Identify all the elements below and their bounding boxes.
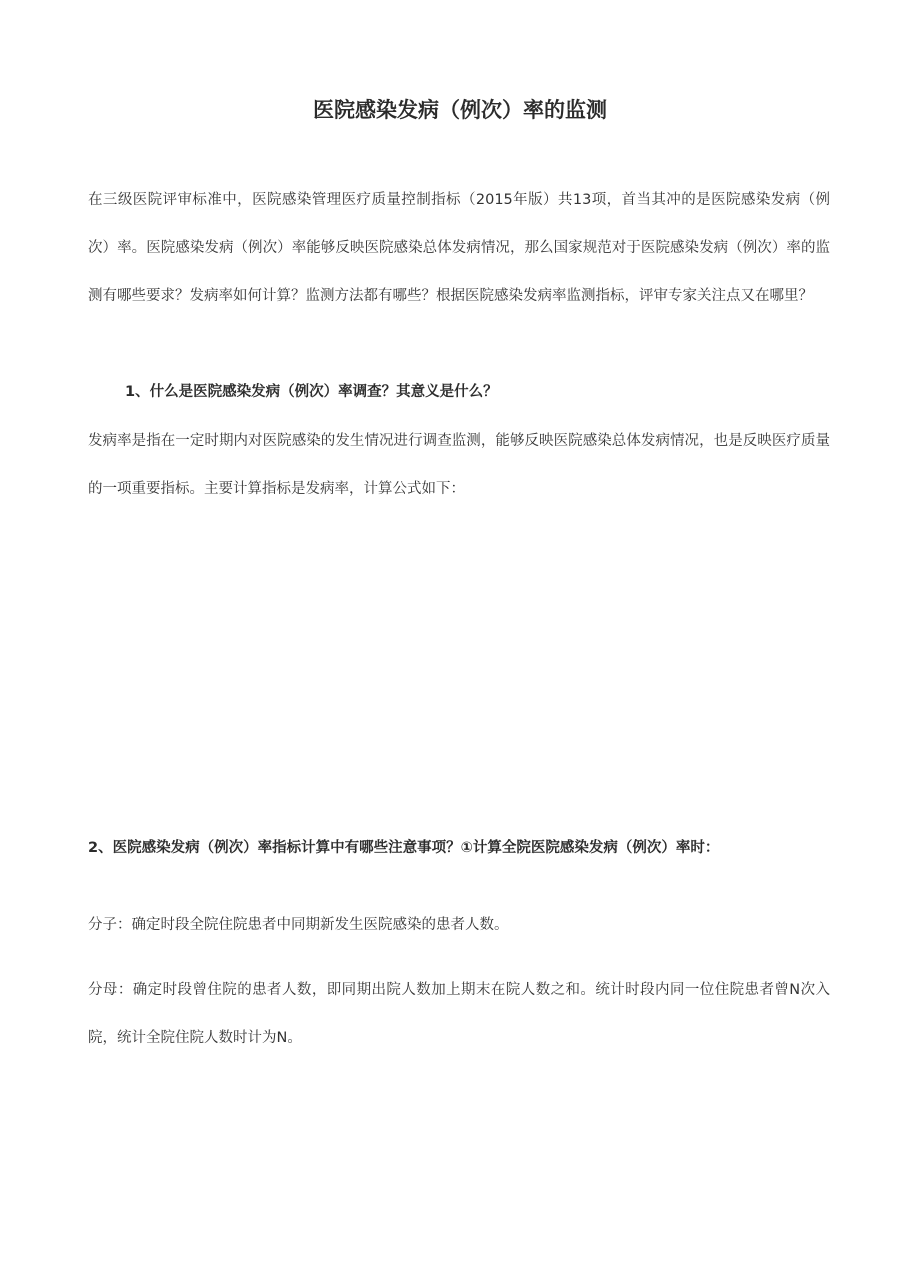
intro-paragraph: 在三级医院评审标准中，医院感染管理医疗质量控制指标（2015年版）共13项，首当其冲的是医院感染发病（例次）率。医院感染发病（例次）率能够反映医院感染总体发病情况，那么国家规范对于医院感染发病（例次）率的监测有哪些要求？发病率如何计算？监测方法都有哪些？根据医院感染发病率监测指标，评审专家关注点又在哪里？ (88, 192, 830, 304)
page-title: 医院感染发病（例次）率的监测 (313, 98, 607, 122)
section-2-heading: 2、医院感染发病（例次）率指标计算中有哪些注意事项？①计算全院医院感染发病（例次）率时： (88, 840, 720, 856)
denominator-definition: 分母：确定时段曾住院的患者人数，即同期出院人数加上期末在院人数之和。统计时段内同一位住院患者曾N次入院，统计全院住院人数时计为N。 (88, 982, 830, 1046)
formula-placeholder (88, 530, 830, 810)
numerator-definition: 分子：确定时段全院住院患者中同期新发生医院感染的患者人数。 (88, 917, 509, 933)
section-1-heading: 1、什么是医院感染发病（例次）率调查？其意义是什么？ (125, 384, 498, 400)
section-1-body: 发病率是指在一定时期内对医院感染的发生情况进行调查监测，能够反映医院感染总体发病情况，也是反映医疗质量的一项重要指标。主要计算指标是发病率，计算公式如下： (88, 433, 830, 497)
